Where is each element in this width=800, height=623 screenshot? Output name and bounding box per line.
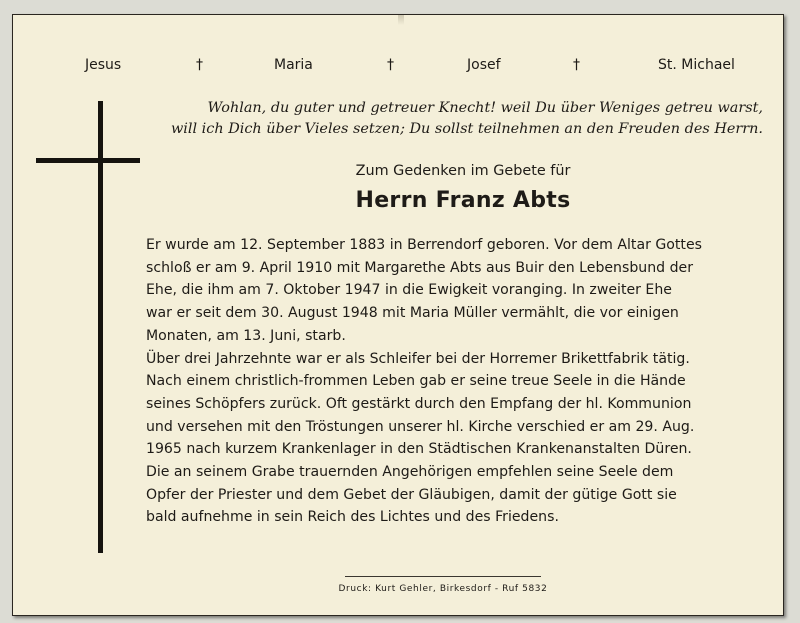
biography-line: Nach einem christlich-frommen Leben gab er seine treue Seele in die Hände xyxy=(146,373,686,390)
verse-line: will ich Dich über Vieles setzen; Du sollst teilnehmen an den Freuden des Herrn. xyxy=(170,121,763,137)
dagger-icon: † xyxy=(196,57,203,73)
biography-line: Monaten, am 13. Juni, starb. xyxy=(146,327,346,344)
biography-line: Die an seinem Grabe trauernden Angehörigen empfehlen seine Seele dem xyxy=(146,464,674,481)
cross-icon xyxy=(98,101,103,553)
center-fold xyxy=(398,15,404,25)
cross-bar xyxy=(36,158,140,163)
printer-imprint: Druck: Kurt Gehler, Birkesdorf - Ruf 5832 xyxy=(338,584,548,594)
name-josef: Josef xyxy=(467,57,501,73)
biography-line: Ehe, die ihm am 7. Oktober 1947 in die Ewigkeit voranging. In zweiter Ehe xyxy=(146,282,672,299)
memoriam-line: Zum Gedenken im Gebete für xyxy=(355,163,571,179)
deceased-name: Herrn Franz Abts xyxy=(355,188,571,213)
holy-names-row xyxy=(13,57,785,79)
biography-line: seines Schöpfers zurück. Oft gestärkt durch den Empfang der hl. Kommunion xyxy=(146,395,692,412)
dagger-icon: † xyxy=(387,57,394,73)
biography-line: bald aufnehme in sein Reich des Lichtes und des Friedens. xyxy=(146,509,559,526)
biography-line: Über drei Jahrzehnte war er als Schleifer bei der Horremer Brikettfabrik tätig. xyxy=(146,350,690,367)
biography-line: und versehen mit den Tröstungen unserer hl. Kirche verschied er am 29. Aug. xyxy=(146,418,695,435)
biography-line: schloß er am 9. April 1910 mit Margarethe Abts aus Buir den Lebensbund der xyxy=(146,259,693,276)
divider xyxy=(345,576,541,577)
biography-line: war er seit dem 30. August 1948 mit Maria Müller vermählt, die vor einigen xyxy=(146,305,679,322)
verse-line: Wohlan, du guter und getreuer Knecht! weil Du über Weniges getreu warst, xyxy=(207,100,763,116)
biography xyxy=(146,234,756,529)
name-st-michael: St. Michael xyxy=(658,57,735,73)
biography-line: 1965 nach kurzem Krankenlager in den Städtischen Krankenanstalten Düren. xyxy=(146,441,692,458)
biography-line: Er wurde am 12. September 1883 in Berrendorf geboren. Vor dem Altar Gottes xyxy=(146,237,702,253)
bible-verse xyxy=(163,98,763,140)
name-jesus: Jesus xyxy=(85,57,122,73)
memorial-card xyxy=(12,14,784,616)
name-maria: Maria xyxy=(274,57,313,73)
biography-line: Opfer der Priester und dem Gebet der Gläubigen, damit der gütige Gott sie xyxy=(146,486,677,503)
dagger-icon: † xyxy=(573,57,580,73)
